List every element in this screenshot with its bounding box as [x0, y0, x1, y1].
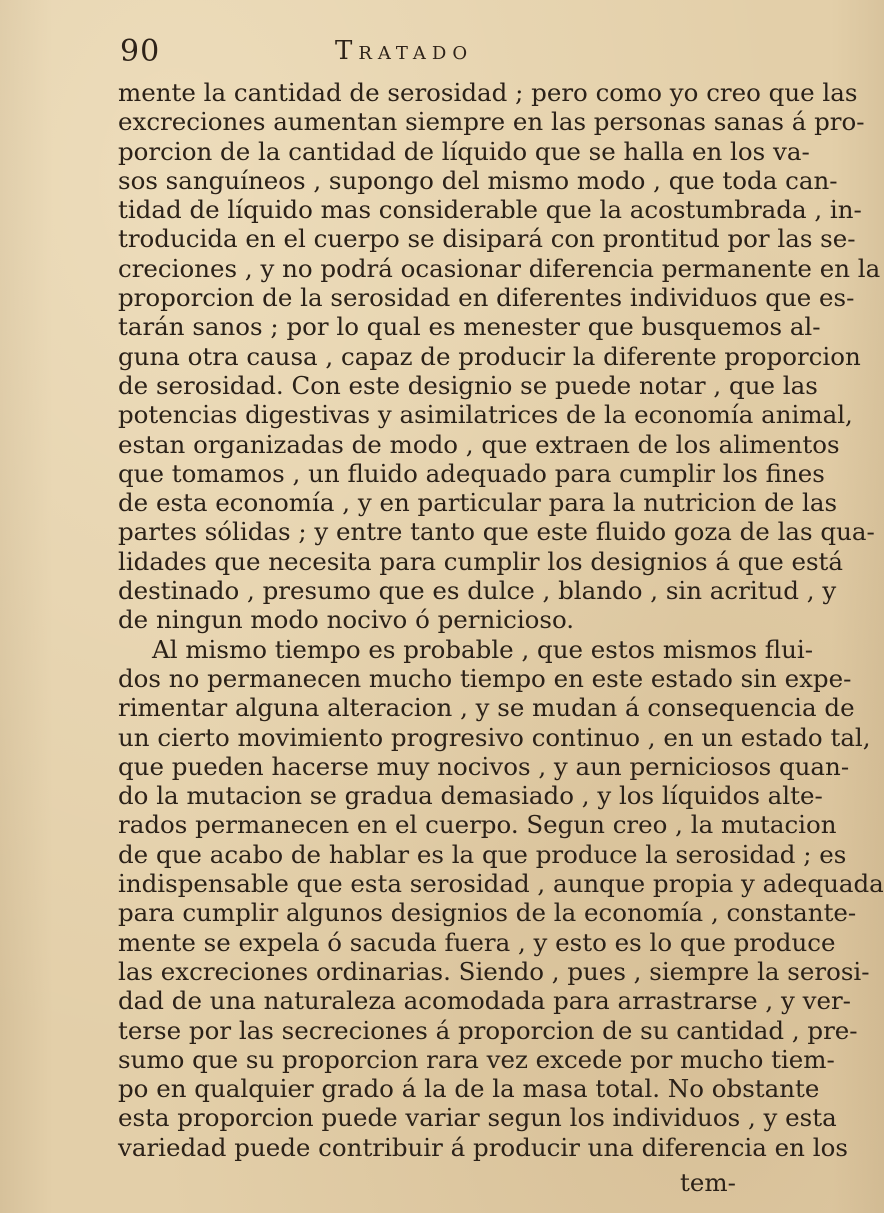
- running-head: [120, 34, 780, 74]
- text-line: que pueden hacerse muy nocivos , y aun perniciosos quan-: [118, 751, 850, 781]
- text-line: excreciones aumentan siempre en las personas sanas á pro-: [118, 107, 865, 137]
- text-line: dad de una naturaleza acomodada para arrastrarse , y ver-: [118, 986, 851, 1016]
- text-line: destinado , presumo que es dulce , blando , sin acritud , y: [118, 576, 837, 606]
- text-line: mente la cantidad de serosidad ; pero como yo creo que las: [118, 78, 858, 107]
- text-line: guna otra causa , capaz de producir la diferente proporcion: [118, 341, 861, 371]
- running-title: Tratado: [335, 36, 474, 66]
- body-text: [118, 78, 884, 1162]
- text-line: de serosidad. Con este designio se puede notar , que las: [118, 370, 818, 400]
- text-line: indispensable que esta serosidad , aunque propia y adequada: [118, 869, 884, 899]
- text-line: que tomamos , un fluido adequado para cumplir los fines: [118, 458, 825, 488]
- text-line: sumo que su proporcion rara vez excede por mucho tiem-: [118, 1044, 835, 1074]
- text-line: de que acabo de hablar es la que produce la serosidad ; es: [118, 839, 847, 869]
- text-line: estan organizadas de modo , que extraen de los alimentos: [118, 429, 840, 459]
- text-line: troducida en el cuerpo se disipará con prontitud por las se-: [118, 224, 856, 254]
- text-line: rados permanecen en el cuerpo. Segun creo , la mutacion: [118, 810, 837, 840]
- text-line: rimentar alguna alteracion , y se mudan á consequencia de: [118, 693, 855, 723]
- text-line: sos sanguíneos , supongo del mismo modo , que toda can-: [118, 165, 838, 195]
- text-line: terse por las secreciones á proporcion de su cantidad , pre-: [118, 1015, 858, 1045]
- text-line: partes sólidas ; y entre tanto que este fluido goza de las qua-: [118, 517, 875, 547]
- catchword: tem-: [680, 1168, 736, 1197]
- text-line: mente se expela ó sacuda fuera , y esto es lo que produce: [118, 927, 836, 957]
- text-line: esta proporcion puede variar segun los individuos , y esta: [118, 1103, 837, 1133]
- text-line: tidad de líquido mas considerable que la acostumbrada , in-: [118, 195, 862, 225]
- text-line: variedad puede contribuir á producir una diferencia en los: [118, 1132, 848, 1162]
- text-line: un cierto movimiento progresivo continuo , en un estado tal,: [118, 722, 871, 752]
- text-line: Al mismo tiempo es probable , que estos mismos flui-: [152, 634, 814, 664]
- text-line: potencias digestivas y asimilatrices de la economía animal,: [118, 400, 853, 430]
- text-line: do la mutacion se gradua demasiado , y los líquidos alte-: [118, 781, 823, 811]
- text-line: proporcion de la serosidad en diferentes individuos que es-: [118, 283, 855, 313]
- text-line: de esta economía , y en particular para la nutricion de las: [118, 488, 838, 518]
- page-number: 90: [120, 34, 161, 69]
- text-line: dos no permanecen mucho tiempo en este estado sin expe-: [118, 663, 852, 693]
- text-line: las excreciones ordinarias. Siendo , pues , siempre la serosi-: [118, 956, 870, 986]
- text-line: para cumplir algunos designios de la economía , constante-: [118, 898, 857, 928]
- text-line: creciones , y no podrá ocasionar diferencia permanente en la: [118, 253, 881, 283]
- text-line: de ningun modo nocivo ó pernicioso.: [118, 605, 575, 635]
- text-line: porcion de la cantidad de líquido que se halla en los va-: [118, 136, 810, 166]
- text-line: tarán sanos ; por lo qual es menester que busquemos al-: [118, 312, 821, 342]
- text-line: lidades que necesita para cumplir los designios á que está: [118, 546, 843, 576]
- text-line: po en qualquier grado á la de la masa total. No obstante: [118, 1074, 820, 1104]
